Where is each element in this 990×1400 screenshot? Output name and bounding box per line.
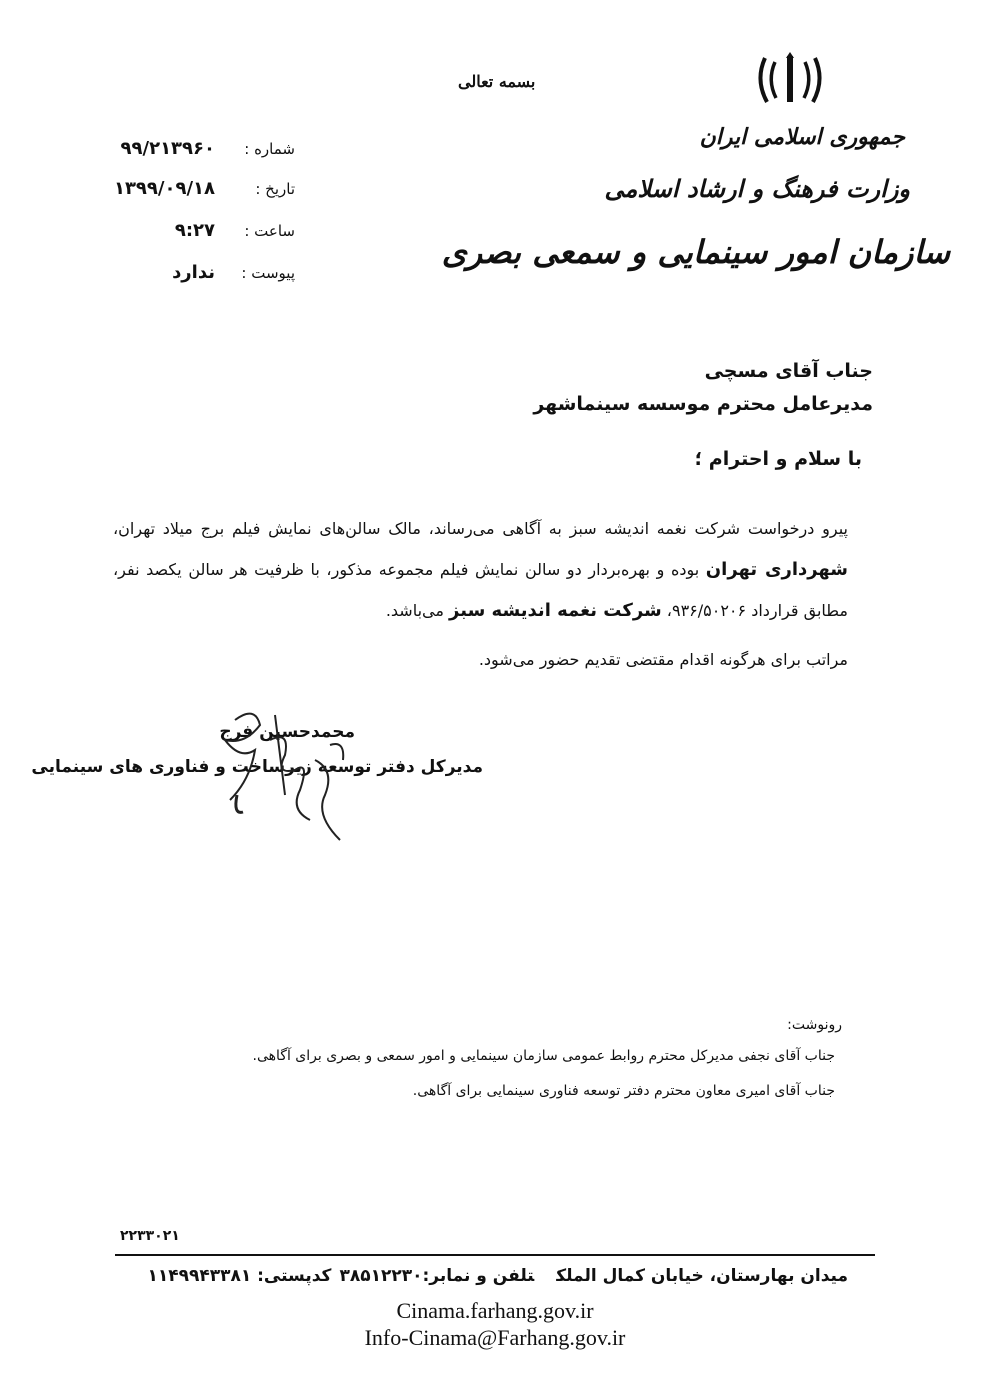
- letter-number-row: [121, 138, 295, 159]
- letter-number-label: شماره :: [244, 140, 295, 158]
- cc-line-public-relations: جناب آقای نجفی مدیرکل محترم روابط عمومی سازمان سینمایی و امور سمعی و بصری برای آگاهی.: [252, 1048, 835, 1064]
- footer-street: میدان بهارستان، خیابان کمال الملک: [556, 1266, 848, 1286]
- letter-attachment-row: [172, 262, 295, 283]
- iran-emblem-icon: [755, 50, 825, 110]
- footer-address-line: [147, 1266, 848, 1286]
- cc-heading: رونوشت:: [787, 1017, 842, 1033]
- letter-body: [113, 508, 848, 631]
- cc-line-deputy: جناب آقای امیری معاون محترم دفتر توسعه فناوری سینمایی برای آگاهی.: [412, 1083, 835, 1099]
- invocation-text: بسمه تعالی: [458, 72, 536, 91]
- letter-time-row: [175, 220, 295, 241]
- letter-number-value: ۹۹/۲۱۳۹۶۰: [120, 138, 215, 159]
- addressee-name: جناب آقای مسچی: [704, 360, 873, 382]
- org-line-organization: سازمان امور سینمایی و سمعی بصری: [441, 233, 950, 271]
- closing-sentence: مراتب برای هرگونه اقدام مقتضی تقدیم حضور می‌شود.: [478, 650, 848, 669]
- footer-email: Info-Cinama@Farhang.gov.ir: [364, 1325, 626, 1350]
- letter-date-row: [114, 178, 295, 199]
- body-part-1: پیرو درخواست شرکت نغمه اندیشه سبز به آگاهی می‌رساند، مالک سالن‌های نمایش فیلم برج میلاد تهران،: [113, 519, 848, 538]
- signer-title: مدیرکل دفتر توسعه زیرساخت و فناوری های سینمایی: [31, 757, 483, 777]
- salutation: با سلام و احترام ؛: [694, 448, 862, 470]
- letter-date-label: تاریخ :: [255, 180, 295, 198]
- footer-divider: [115, 1254, 875, 1256]
- body-part-3: می‌باشد.: [385, 601, 450, 620]
- org-line-country: جمهوری اسلامی ایران: [699, 124, 905, 150]
- addressee-title: مدیرعامل محترم موسسه سینماشهر: [533, 393, 873, 415]
- letter-time-value: ۹:۲۷: [174, 220, 215, 241]
- handwritten-signature: [215, 700, 365, 845]
- signer-name: محمدحسین فرج: [219, 722, 355, 742]
- letter-attachment-label: پیوست :: [241, 264, 295, 282]
- letter-date-value: ۱۳۹۹/۰۹/۱۸: [113, 178, 215, 199]
- footer-phone: تلفن و نمابر:۳۸۵۱۲۲۳۰: [339, 1266, 535, 1286]
- footer-website: Cinama.farhang.gov.ir: [396, 1298, 594, 1323]
- letter-attachment-value: ندارد: [172, 262, 215, 283]
- body-part-2: بوده و بهره‌بردار دو سالن نمایش فیلم مجموعه مذکور، با ظرفیت هر سالن یکصد نفر، مطابق قرارداد ۹۳۶/۵۰۲۰۶،: [113, 560, 848, 620]
- org-line-ministry: وزارت فرهنگ و ارشاد اسلامی: [604, 174, 910, 203]
- body-bold-municipality: شهرداری تهران: [705, 559, 849, 580]
- letter-time-label: ساعت :: [244, 222, 295, 240]
- body-bold-company: شرکت نغمه اندیشه سبز: [449, 600, 662, 621]
- reference-code: ۲۲۳۳۰۲۱: [120, 1228, 180, 1244]
- footer-postal-code: کدپستی: ۱۱۴۹۹۴۳۳۸۱: [147, 1266, 332, 1286]
